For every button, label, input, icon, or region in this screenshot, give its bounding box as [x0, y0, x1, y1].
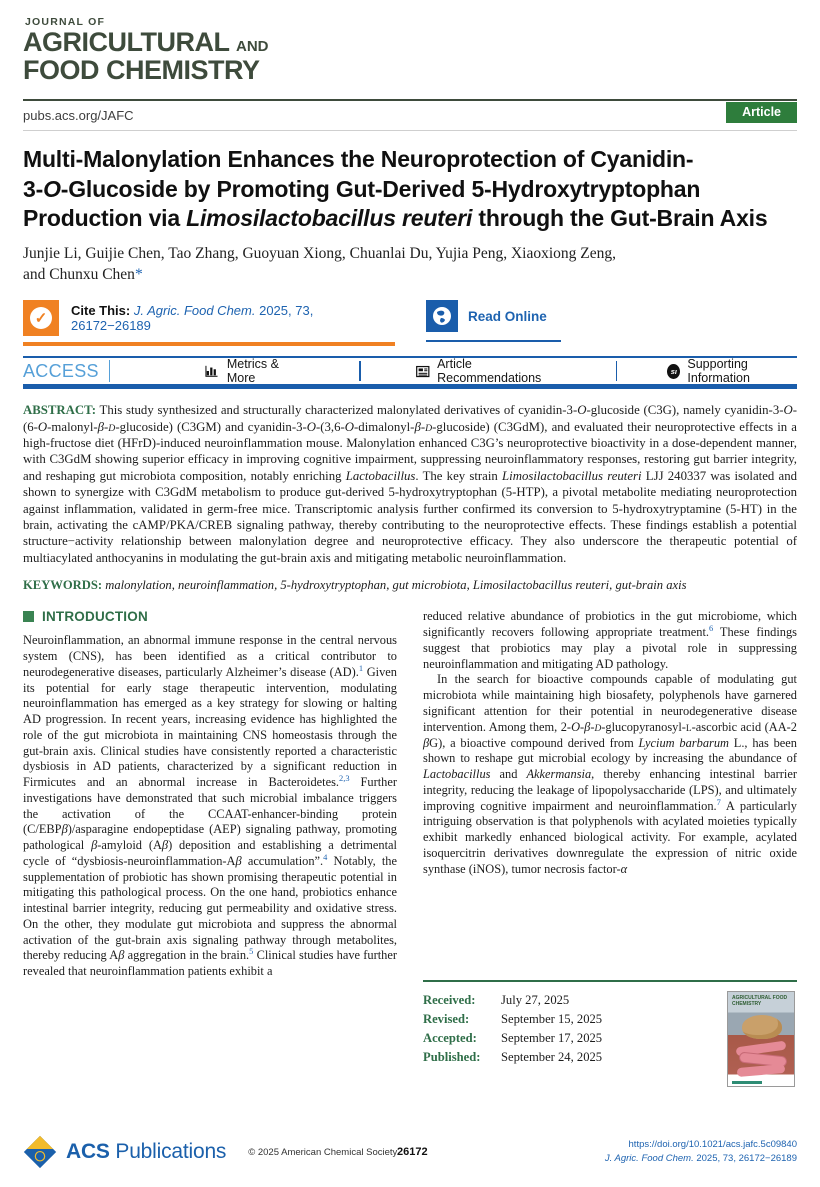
cover-gut-art: [737, 1064, 786, 1077]
title-line-2: 3-O-Glucoside by Promoting Gut-Derived 5-Hydroxytryptophan: [23, 175, 701, 202]
page-title: [23, 145, 797, 235]
intro-col-right: [423, 609, 797, 1087]
authors-line-1: Junjie Li, Guijie Chen, Tao Zhang, Guoyuan Xiong, Chuanlai Du, Yujia Peng, Xiaoxiong Zeng,: [23, 245, 616, 263]
intro-paragraph-1: Neuroinflammation, an abnormal immune response in the central nervous system (CNS), has been identified as a critical contributor to neurodegenerative diseases, particularly Alzheimer’s disease (AD).$^1$ Given its potential for early stage therapeutic intervention, modulating neuroinflammation has emerged as a key strategy for slowing or halting AD progression. In recent years, increasing evidence has highlighted the role of the gut microbiota in maintaining CNS homeostasis through the gut-brain axis. Clinical studies have consistently reported a characteristic dysbiosis in AD patients, characterized by a significant reduction in Firmicutes and an abnormal increase in Bacteroidetes.$^{2,3}$ Further investigations have demonstrated that such microbial imbalance triggers the activation of the CCAAT-enhancer-binding protein (C/EBPβ)/asparagine endopeptidase (AEP) signaling pathway, promoting pathological β-amyloid (Aβ) deposition and establishing a detrimental cycle of “dysbiosis-neuroinflammation-Aβ accumulation”.$^4$ Notably, the supplementation of probiotic has shown promising therapeutic potential in mitigating this pathological process. On the one hand, probiotics enhance intestinal barrier integrity, reducing gut permeability and oxidative stress. On the other, they modulate gut microbiota and suppress the abnormal activation of the gut-brain axis signaling pathway through metabolites, thereby reducing Aβ aggregation in the brain.$^5$ Clinical studies have further revealed that neuroinflammation patients exhibit a: [23, 633, 397, 979]
page-number: 26172: [397, 1146, 428, 1158]
abstract-label: ABSTRACT:: [23, 403, 97, 418]
intro-paragraph-1-continued: reduced relative abundance of probiotics in the gut microbiome, which significantly recovers following appropriate treatment.$^6$ These findings suggest that probiotics may play a pivotal role in suppressing neuroinflammation and mitigating AD pathology.: [423, 609, 797, 671]
read-online-label: Read Online: [468, 308, 547, 324]
received-label: Received:: [423, 993, 476, 1008]
intro-paragraph-2: In the search for bioactive compounds capable of modulating gut microbiota while maintaining high biosafety, polyphenols have garnered significant attention for their potential in neurodegenerative disease intervention. Among them, 2-O-β-D-glucopyranosyl-L-ascorbic acid (AA-2 βG), a bioactive compound derived from Lycium barbarum L., has been shown to reshape gut microbial ecology by increasing the abundance of Lactobacillus and Akkermansia, thereby enhancing intestinal barrier integrity, reducing the leakage of lipopolysaccharide (LPS), and ultimately improving cognitive impairment and neuroinflammation.$^7$ A particularly intriguing observation is that polyphenols with acylated moieties typically exhibit markedly enhanced biological activity. For example, acylated isoquercitrin derivatives downregulate the expression of nitric oxide synthase (iNOS), tumor necrosis factor-α: [423, 672, 797, 876]
journal-name-line2: FOOD CHEMISTRY: [23, 55, 260, 86]
journal-logo: [23, 16, 797, 85]
abstract: [23, 402, 797, 566]
citation-text: J. Agric. Food Chem. 2025, 73, 26172−26189: [604, 1153, 797, 1164]
title-line-3: Production via Limosilactobacillus reuteri through the Gut-Brain Axis: [23, 205, 768, 232]
pubs-row: [23, 101, 797, 131]
cite-this-label: Cite This:: [71, 303, 131, 319]
cite-this-block: [23, 300, 395, 346]
cover-brain-art: [742, 1015, 782, 1039]
received-label: Published:: [423, 1050, 481, 1065]
acs-publications-logo: [23, 1135, 226, 1169]
received-label: Accepted:: [423, 1031, 477, 1046]
recommendations-icon: [416, 365, 430, 378]
introduction-heading: INTRODUCTION: [23, 609, 397, 624]
cite-check-icon: ✓: [23, 300, 59, 336]
read-online-button[interactable]: [426, 300, 561, 342]
copyright-text: © 2025 American Chemical Society: [248, 1146, 398, 1158]
footer-citation-block: [605, 1138, 797, 1166]
keywords-text: malonylation, neuroinflammation, 5-hydroxytryptophan, gut microbiota, Limosilactobacillus reuteri, gut-brain axis: [105, 578, 687, 593]
access-separator: [109, 360, 110, 382]
cover-footer-strip: [732, 1081, 762, 1084]
received-value: September 17, 2025: [501, 1031, 603, 1046]
column-spacer: [423, 877, 797, 980]
metrics-link[interactable]: Metrics & More: [205, 357, 299, 385]
title-line-1: Multi-Malonylation Enhances the Neuroprotection of Cyanidin-: [23, 145, 694, 172]
received-row: [423, 1048, 721, 1067]
received-value: July 27, 2025: [501, 993, 570, 1008]
site-link[interactable]: pubs.acs.org/JAFC: [23, 107, 134, 123]
article-type-badge: Article: [726, 102, 797, 123]
abstract-text: This study synthesized and structurally characterized malonylated derivatives of cyanidin-3-O-glucoside (C3G), namely cyanidin-3-O-(6-O-malonyl-β-D-glucoside) (C3GM) and cyanidin-3-O-(3,6-O-dimalonyl-β-D-glucoside) (C3GdM), and evaluated their neuroprotective effects in a high-fructose diet (HFrD)-induced neuroinflammation mouse. Malonylation enhanced C3G’s neuroprotective bioactivity in a dose-dependent manner, with C3GdM showing superior efficacy in improving cognitive impairment, suppressing neuroinflammatory responses, restoring gut barrier integrity, and reshaping gut microbiota composition, notably enriching Lactobacillus. The key strain Limosilactobacillus reuteri LJJ 240337 was isolated and shown to synergize with C3GdM metabolism to produce gut-derived 5-hydroxytryptophan (5-HTP), a pivotal metabolite mediating neuroprotection against inflammation, validated in germ-free mice. Transcriptomic analysis further confirmed its conversion to 5-hydroxytryptamine (5-HT) in the brain, activating the cAMP/PKA/CREB signaling pathway, thereby contributing to the neuroprotective effects. These findings establish a potential structure−activity relationship between malonylation degree and neuroprotective efficacy. They also underscore the therapeutic potential of multiacylated anthocyanins in modulating the gut-brain axis and mitigating metabolic neuroinflammation.: [23, 403, 797, 565]
access-separator: [616, 361, 618, 381]
cite-reference-link[interactable]: J. Agric. Food Chem. 2025, 73, 26172−26189: [71, 303, 314, 334]
publisher-name: ACS Publications: [66, 1140, 227, 1163]
keywords-label: KEYWORDS:: [23, 578, 103, 593]
introduction-columns: [23, 609, 797, 1087]
received-value: September 24, 2025: [501, 1050, 603, 1065]
supporting-info-link[interactable]: sı Supporting Information: [667, 357, 797, 385]
received-label: Revised:: [423, 1012, 470, 1027]
journal-cover-thumbnail[interactable]: AGRICULTURAL FOOD CHEMISTRY: [727, 991, 795, 1087]
authors: [23, 244, 797, 286]
journal-of-text: JOURNAL OF: [25, 16, 106, 28]
received-value: September 15, 2025: [501, 1012, 603, 1027]
received-rows: [423, 991, 721, 1087]
received-box: [423, 980, 797, 1087]
metrics-icon: [205, 364, 220, 378]
page-footer: [23, 1135, 797, 1169]
access-separator: [359, 361, 361, 381]
access-bar: [23, 356, 797, 389]
journal-name-line1: AGRICULTURAL AND: [23, 27, 269, 57]
received-row: [423, 1029, 721, 1048]
doi-link[interactable]: https://doi.org/10.1021/acs.jafc.5c09840: [628, 1139, 797, 1151]
section-square-icon: [23, 611, 34, 622]
keywords: [23, 577, 797, 593]
authors-line-2: and Chunxu Chen*: [23, 266, 143, 284]
acs-logo-icon: [23, 1135, 57, 1169]
intro-col-left: [23, 609, 397, 1087]
globe-icon: [426, 300, 458, 332]
recommendations-link[interactable]: Article Recommendations: [416, 357, 560, 385]
access-link[interactable]: ACCESS: [23, 360, 99, 381]
received-row: [423, 991, 721, 1010]
si-icon: sı: [667, 364, 680, 379]
cite-text: [71, 303, 395, 333]
cite-row: [23, 300, 797, 346]
received-row: [423, 1010, 721, 1029]
